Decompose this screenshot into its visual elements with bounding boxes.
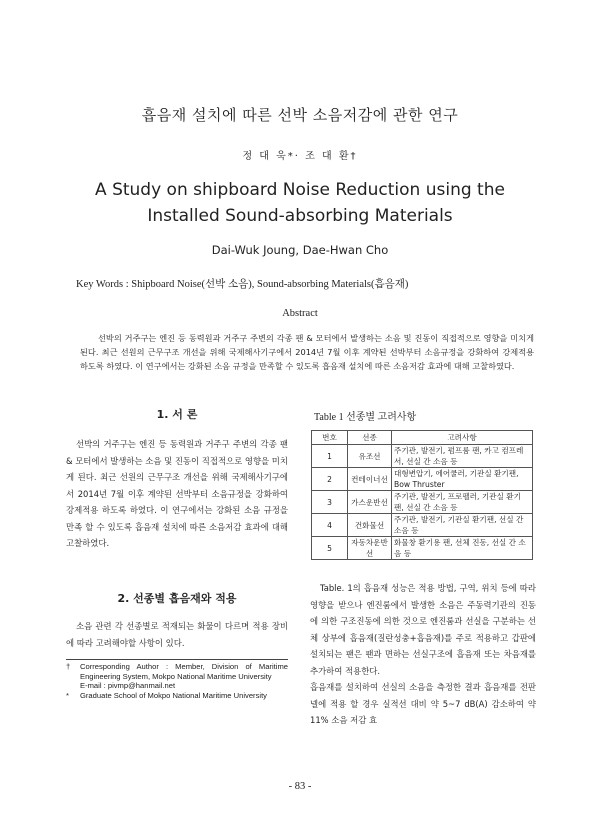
- ship-type-table: [311, 430, 533, 560]
- authors-korean: 정 대 욱*· 조 대 환†: [242, 151, 358, 162]
- abstract-heading: Abstract: [282, 308, 318, 319]
- cell-considerations: 화물창 환기용 팬, 선체 진동, 선실 간 소음 등: [392, 537, 533, 560]
- table-caption: Table 1 선종별 고려사항: [314, 412, 417, 423]
- table-row: [312, 445, 533, 468]
- section-heading-materials: 2. 선종별 흡음재와 적용: [117, 592, 237, 605]
- cell-considerations: 주기관, 발전기, 기관실 환기팬, 선실 간 소음 등: [392, 514, 533, 537]
- footnote-text: E-mail : pivmp@hanmail.net: [80, 681, 176, 690]
- results-text: [310, 580, 536, 729]
- table-row: [312, 491, 533, 514]
- cell-ship-type: 컨테이너선: [348, 468, 392, 491]
- cell-number: 1: [312, 445, 348, 468]
- cell-number: 3: [312, 491, 348, 514]
- footnote-mark: *: [66, 690, 69, 700]
- header-ship-type: 선종: [348, 431, 392, 445]
- paper-title-korean: 흡음재 설치에 따른 선박 소음저감에 관한 연구: [141, 106, 459, 124]
- authors-english: Dai-Wuk Joung, Dae-Hwan Cho: [211, 243, 389, 257]
- footnote: [66, 662, 288, 681]
- section-heading-intro: 1. 서 론: [156, 408, 198, 421]
- materials-paragraph: 소음 관련 각 선종별로 적재되는 화물이 다르며 적용 장비에 따라 고려해야할 사항이 있다.: [66, 621, 288, 648]
- cell-number: 4: [312, 514, 348, 537]
- table-row: [312, 514, 533, 537]
- footnote-divider: [66, 659, 288, 660]
- table-row: [312, 537, 533, 560]
- footnote-text: Graduate School of Mokpo National Maritime University: [80, 690, 267, 700]
- header-number: 번호: [312, 431, 348, 445]
- results-paragraph: Table. 1의 흡음재 성능은 적용 방법, 구역, 위치 등에 따라 영향을 받으나 엔진룸에서 발생한 소음은 주동력기관의 진동에 의한 구조진동에 의한 것으로 엔진룸과 선실을 구분하는 선체 상부에 흡음재(질란성충+흡음재)를 주로 적용하고 갑판에 설치되는 팬은 팬과 면하는 선실구조에 흡음재 또는 차음재를 추가하여 적용한다.: [310, 583, 536, 676]
- table-header-row: [312, 431, 533, 445]
- cell-ship-type: 가스운반선: [348, 491, 392, 514]
- footnote-mark: †: [66, 662, 71, 671]
- section-materials: [66, 590, 288, 651]
- footnotes: [66, 662, 288, 700]
- cell-considerations: 대형변압기, 에어쿨러, 기관실 환기팬, Bow Thruster: [392, 468, 533, 491]
- results-paragraph: 흡음재를 설치하여 선실의 소음을 측정한 결과 흡음재를 전판넬에 적용 할 경우 실적선 대비 약 5~7 dB(A) 감소하여 약 11% 소음 저감 효: [310, 682, 536, 725]
- cell-number: 2: [312, 468, 348, 491]
- table-row: [312, 468, 533, 491]
- cell-ship-type: 자동차운반선: [348, 537, 392, 560]
- footnote-text: Corresponding Author : Member, Division of Maritime Engineering System, Mokpo National Maritime University: [80, 662, 288, 681]
- abstract-text: 선박의 거주구는 엔진 등 동력원과 거주구 주변의 각종 팬 & 모터에서 발생하는 소음 및 진동이 직접적으로 영향을 미치게 된다. 최근 선원의 근무구조 개선을 위해 국제해사기구에서 2014년 7월 이후 계약된 선박부터 소음규정을 강화하여 강제적용 하도록 하였다. 이 연구에서는 강화된 소음 규정을 만족할 수 있도록 흡음재 설치에 따른 소음저감 효과에 대해 고찰하였다.: [80, 333, 534, 371]
- section-intro: [66, 406, 288, 552]
- cell-considerations: 주기관, 발전기, 펌프룸 팬, 카고 컴프레서, 선실 간 소음 등: [392, 445, 533, 468]
- intro-paragraph: 선박의 거주구는 엔진 등 동력원과 거주구 주변의 각종 팬 & 모터에서 발생하는 소음 및 진동이 직접적으로 영향을 미치게 된다. 최근 선원의 근무구조 개선을 위해 국제해사기구에서 2014년 7월 이후 계약된 선박부터 소음규정을 강화하여 강제적용 하도록 하였다. 이 연구에서는 강화된 소음 규정을 만족 할 수 있도록 흡음재 설치에 따른 소음저감 효과에 대해 고찰하였다.: [66, 439, 288, 548]
- cell-considerations: 주기관, 발전기, 프로펠러, 기관실 환기팬, 선실 간 소음 등: [392, 491, 533, 514]
- keywords: Key Words : Shipboard Noise(선박 소음), Sound-absorbing Materials(흡음재): [76, 279, 409, 290]
- cell-ship-type: 건화물선: [348, 514, 392, 537]
- footnote: [66, 691, 288, 701]
- paper-title-english: A Study on shipboard Noise Reduction using the Installed Sound-absorbing Materials: [95, 180, 505, 226]
- page-number: - 83 -: [288, 781, 312, 792]
- cell-ship-type: 유조선: [348, 445, 392, 468]
- header-considerations: 고려사항: [392, 431, 533, 445]
- cell-number: 5: [312, 537, 348, 560]
- footnote-mark: [66, 681, 80, 691]
- footnote: [66, 681, 288, 691]
